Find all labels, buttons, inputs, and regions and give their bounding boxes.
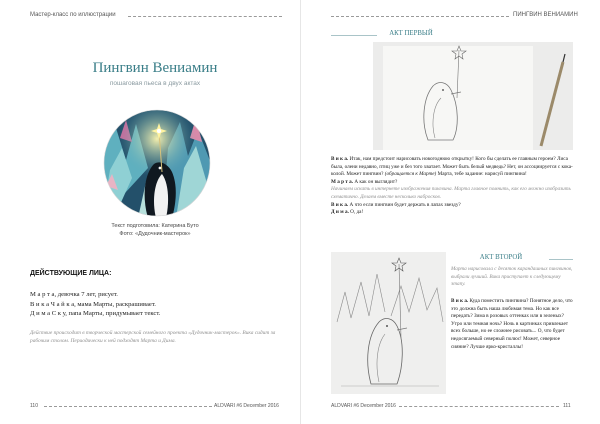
line-tail: Марта, тебе задание: нарисуй пингвина! (437, 171, 527, 178)
penguin-sketch-1 (373, 42, 573, 150)
cast-item-vika: В и к а Ч а й к а, мама Марты, раскрашивает. (30, 300, 156, 308)
speaker-marta: М а р т а. (331, 178, 354, 185)
footer-rule-left (44, 406, 212, 407)
act2-rule-right (549, 259, 573, 260)
right-page (300, 0, 600, 424)
credits (60, 222, 250, 238)
running-head-right: ПИНГВИН ВЕНИАМИН (513, 12, 578, 18)
credit-photo: Фото: «Дудочник-мастерок» (119, 231, 191, 237)
stage-direction: Начинаем искать в интернете изображения пингвина. Марта главное помнить, как его можно изобразить схематично. Делаем вместе несколько набросков. (331, 186, 571, 200)
cast-heading: ДЕЙСТВУЮЩИЕ ЛИЦА: (30, 270, 112, 277)
line-text: А что если пингвин будет держать в лапах звезду? (349, 201, 461, 208)
line-text: Итак, нам предстоит нарисовать новогоднюю открытку! Кого бы сделать ее главным героем? Лиса была, олени недавно, птиц уже и без того хватает. Может быть белый медведь? Нет, он ассоциируется с кока-колой. Может пингвин? (331, 156, 573, 178)
penguin-circle-illustration (102, 108, 212, 218)
footer-right: ALDVARI #6 December 2016 (331, 403, 396, 409)
speaker-dima: Д и м а. (331, 209, 349, 216)
speaker-vika: В и к а. (331, 201, 349, 208)
line-direction: (обращается к Марте) (384, 171, 437, 178)
cast-item-marta: М а р т а, девочка 7 лет, рисует. (30, 291, 118, 298)
line-text: А как он выглядит? (354, 178, 398, 185)
line-text: Куда поместить пингвина? Понятное дело, что это должна быть наша любимая тема. Но как все передать? Зима в розовых оттенках или в зеленых? Утро или темная ночь? Ночь в картинках привлекает всех больше, но ее сложнее рисовать... О, что будет недосягаемый северный полюс! Может, северное сияние? Лучше ярко-кристаллы! (451, 298, 573, 350)
header-rule-right (331, 16, 509, 17)
cast-list (30, 290, 275, 319)
speaker-vika: В и к а. (451, 298, 469, 304)
stage-direction-intro: Действие происходит в творческой мастерской семейного проекта «Дудочник-мастерок». Вика сидит за рабочим столом. Периодически к ней подходят Марта и Дима. (30, 330, 276, 344)
page-number-left: 110 (30, 403, 38, 409)
act1-title: АКТ ПЕРВЫЙ (389, 30, 433, 37)
penguin-sketch-2 (331, 252, 446, 394)
header-rule-left (128, 16, 282, 17)
page-number-right: 111 (563, 403, 571, 409)
speaker-vika: В и к а. (331, 156, 349, 162)
running-head-left: Мастер-класс по иллюстрации (30, 12, 116, 18)
line-text: О, да! (350, 209, 364, 216)
act1-dialogue (331, 156, 573, 217)
article-title: Пингвин Вениамин (92, 60, 218, 76)
article-subtitle: пошаговая пьеса в двух актах (109, 80, 201, 87)
footer-left: ALDVARI #6 December 2016 (214, 403, 279, 409)
cast-item-dima: Д и м а С к у, папа Марты, придумывает текст. (30, 310, 161, 317)
credit-text: Текст подготовила: Катерина Буто (111, 223, 199, 229)
act2-stage-direction: Марта нарисовала с десяток карандашных пингвинов, выбрали лучший. Вика приступает к следующему этапу. (451, 266, 573, 288)
footer-rule-right (399, 406, 559, 407)
act2-title: АКТ ВТОРОЙ (479, 254, 523, 261)
act1-rule-left (331, 35, 377, 36)
act2-dialogue (451, 298, 573, 351)
